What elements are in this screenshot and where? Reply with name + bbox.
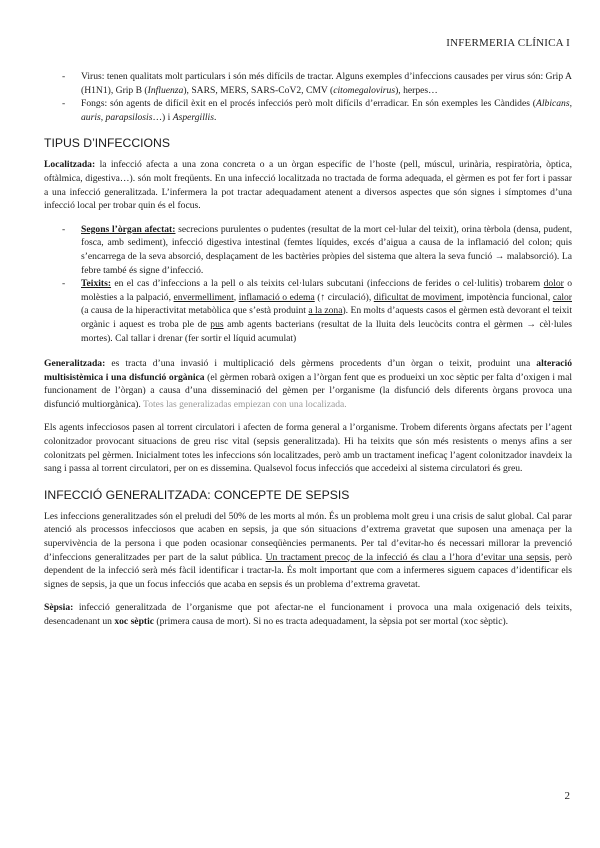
local-signs-list	[44, 223, 572, 345]
list-item-fongs: - Fongs: són agents de difícil èxit en el procés infecciós però molt difícils d’erradicar. En són exemples les Càndides (Albicans, auris, parapsilosis…) i Aspergillis.	[44, 97, 572, 124]
paragraph-agents: Els agents infecciosos pasen al torrent circulatori i afecten de forma general a l’organisme. Trobem diferents òrgans afectats per l’agent colonitzador provocant situacions de greu risc vital (sepsis generalitzada). Hi ha teixits que són més resistents o menys afins a ser colonitzats pel gèrmen. Inicialment totes les infeccions són localitzades, però amb un tractament ineficaç l’agent colonitzador inavdeix la sang i passa al torrent circulatori, per on es dissemina. Qualsevol focus infecciós que accedeixi al sistema circulatori és greu.	[44, 422, 572, 475]
paragraph-localitzada: Localitzada: la infecció afecta a una zona concreta o a un òrgan específic de l’hoste (pell, múscul, urinària, respiratòria, òptica, oftàlmica, digestiva…). són molt freqüents. En una infecció localitzada no tractada de forma adequada, el gèrmen es pot fer fort i passar a una infecció generalitzada. L’infermera la pot tractar adequadament atenent a diversos aspectes que són signes i símptomes d’una infecció local per trobar quin és el focus.	[44, 159, 572, 212]
running-header: INFERMERIA CLÍNICA I	[446, 37, 570, 49]
section-heading-tipus: TIPUS D’INFECCIONS	[44, 136, 170, 151]
list-item-teixits: - Teixits: en el cas d’infeccions a la pell o als teixits cel·lulars subcutani (infeccions de ferides o cel·lulitis) trobarem dolor o molèsties a la palpació, envermelliment, inflamació o edema (↑ circulació), dificultat de moviment, impotència funcional, calor (a causa de la hiperactivitat metabòlica que s’està produint a la zona). En molts d’aquests casos el gèrmen està devorant el teixit orgànic i aquest es troba ple de pus amb agents bacterians (resultat de la lluita dels leucòcits contra el gèrmen → cèl·lules mortes). Cal tallar i drenar (fer sortir el líquid acumulat)	[44, 277, 572, 345]
section-heading-sepsis: INFECCIÓ GENERALITZADA: CONCEPTE DE SEPSIS	[44, 487, 350, 502]
list-item-virus: - Virus: tenen qualitats molt particulars i són més difícils de tractar. Alguns exemples d’infeccions causades per virus són: Grip A (H1N1), Grip B (Influenza), SARS, MERS, SARS-CoV2, CMV (citomegalovirus), herpes…	[44, 70, 572, 97]
page-content	[44, 70, 572, 629]
pathogen-list	[44, 70, 572, 124]
page-number: 2	[564, 790, 570, 802]
paragraph-sepsia: Sèpsia: infecció generalitzada de l’organisme que pot afectar-ne el funcionament i provoca una mala oxigenació dels teixits, desencadenant un xoc sèptic (primera causa de mort). Si no es tracta adequadament, la sèpsia pot ser mortal (xoc sèptic).	[44, 602, 572, 627]
paragraph-generalitzada: Generalitzada: es tracta d’una invasió i multiplicació dels gèrmens procedents d’un òrgan o teixit, produint una alteració multisistèmica i una disfunció orgànica (el gèrmen robarà oxigen a l’òrgan fent que es produeixi un xoc sèptic per falta d’oxigen i mal funcionament de l’òrgan) a causa d’una disseminació del gèmen per l’organisme (la disfunció dels diferents òrgans provoca una disfunció multiorgànica). Totes las generalizadas empiezan con una localizada.	[44, 358, 572, 410]
list-item-segons-organ: - Segons l’òrgan afectat: secrecions purulentes o pudentes (resultat de la mort cel·lular del teixit), orina tèrbola (densa, pudent, fosca, amb sediment), infecció digestiva intestinal (femtes líquides, excés d’aigua a causa de la inflamació del colon; quis s’encarrega de la seva absorció, desplaçament de les bactèries pròpies del sistema que altera la seva funció → malabsorció). La febre també és signe d’infecció.	[44, 223, 572, 277]
paragraph-sepsis-intro: Les infeccions generalitzades són el preludi del 50% de les morts al món. És un problema molt greu i una crisis de salut global. Cal parar atenció als processos infecciosos que acaben en sepsis, ja que són situacions d’extrema gravetat que suposen una amenaça per la supervivència de la persona i que poden ocasionar conseqüències permanents. Per tal d’evitar-ho és necessari millorar la prevenció d’infeccions generalitzades per part de la salut pública. Un tractament precoç de la infecció és clau a l’hora d’evitar una sepsis, però dependent de la infecció serà més fàcil identificar i tractar-la. És molt important que com a infermeres siguem capaces d’identificar els signes de sepsis, ja que un focus infecciós que acaba en sepsis és un problema d’extrema gravetat.	[44, 510, 572, 590]
